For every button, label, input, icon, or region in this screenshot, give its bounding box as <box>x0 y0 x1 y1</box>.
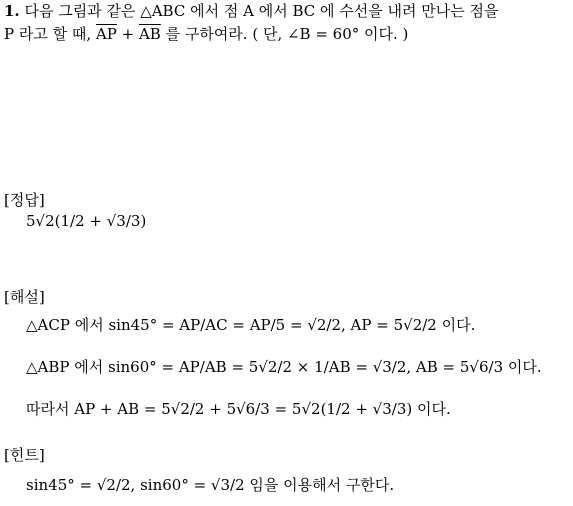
explanation-line-3: 따라서 AP + AB = 5√2/2 + 5√6/3 = 5√2(1/2 + √3/3) 이다. <box>26 400 451 418</box>
explanation-label: [해설] <box>4 288 45 306</box>
figure-space <box>0 50 573 190</box>
answer-expression: 5√2(1/2 + √3/3) <box>26 212 147 230</box>
hint-label: [힌트] <box>4 446 45 464</box>
explanation-line-2: △ABP 에서 sin60° = AP/AB = 5√2/2 × 1/AB = √3/2, AB = 5√6/3 이다. <box>26 358 542 376</box>
problem-line-2: P 라고 할 때, $\overline{AP} + \overline{AB}$ 를 구하여라. ( 단, ∠B = 60° 이다. ) <box>4 25 409 43</box>
problem-text-1: 다음 그림과 같은 △ABC 에서 점 A 에서 BC 에 수선을 내려 만나는 점을 <box>24 2 499 20</box>
hint-line-1: sin45° = √2/2, sin60° = √3/2 임을 이용해서 구한다. <box>26 476 395 494</box>
problem-line-1 <box>4 4 498 19</box>
answer-label: [정답] <box>4 191 45 209</box>
problem-number: 1. <box>4 2 20 20</box>
explanation-line-1: △ACP 에서 sin45° = AP/AC = AP/5 = √2/2, AP = 5√2/2 이다. <box>26 316 476 334</box>
